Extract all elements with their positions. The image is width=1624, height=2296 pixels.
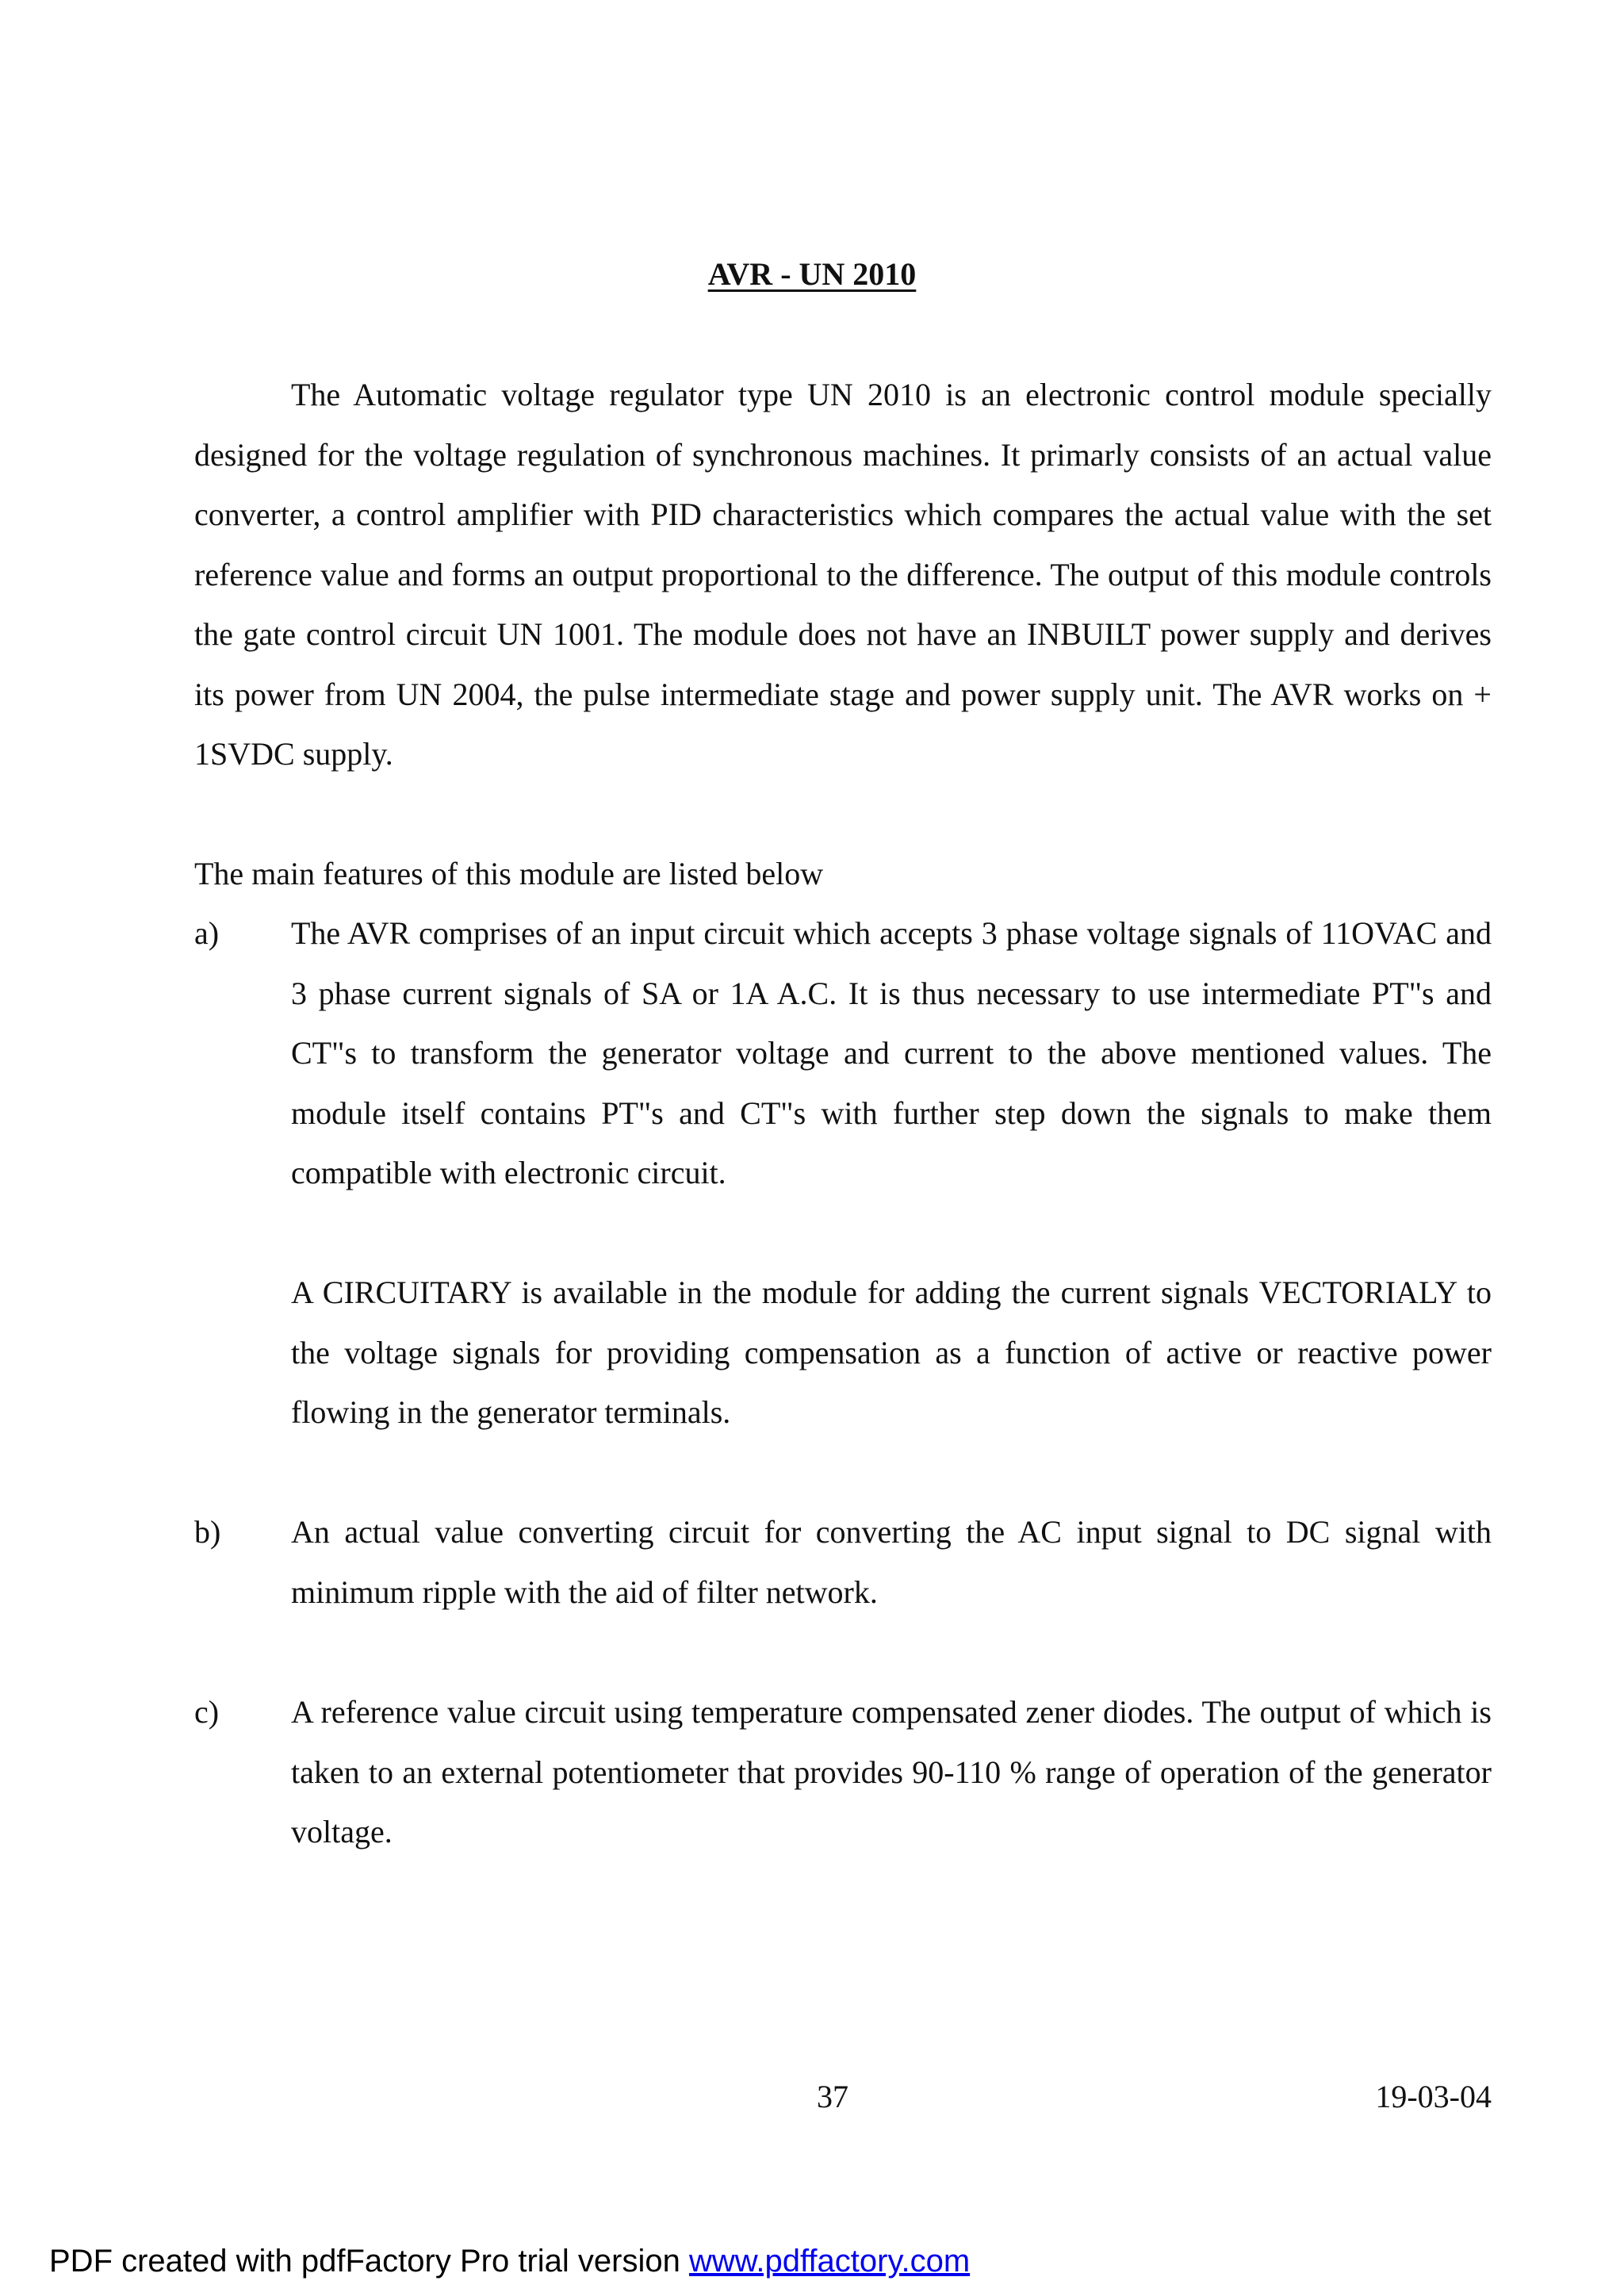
pdf-footer bbox=[49, 2242, 970, 2280]
document-title bbox=[0, 255, 1624, 293]
features-lead-paragraph: The main features of this module are listed below bbox=[194, 856, 824, 891]
page-date: 19-03-04 bbox=[1375, 2079, 1492, 2114]
list-item-text: The AVR comprises of an input circuit which accepts 3 phase voltage signals of 11OVAC and 3 phase current signals of SA or 1A A.C. It is thus necessary to use intermediate PT"s and CT"s to transform the generator voltage and current to the above mentioned values. The module itself contains PT"s and CT"s with further step down the signals to make them compatible with electronic circuit. bbox=[291, 915, 1492, 1190]
list-item-marker: b) bbox=[194, 1514, 221, 1550]
page-number: 37 bbox=[817, 2079, 848, 2114]
document-title-text: AVR - UN 2010 bbox=[707, 256, 917, 292]
list-item-text: A reference value circuit using temperature compensated zener diodes. The output of which is taken to an external potentiometer that provides 90-110 % range of operation of the generator voltage. bbox=[291, 1694, 1492, 1849]
list-item-text: A CIRCUITARY is available in the module for adding the current signals VECTORIALY to the voltage signals for providing compensation as a function of active or reactive power flowing in the generator terminals. bbox=[291, 1274, 1492, 1430]
list-item-marker: c) bbox=[194, 1694, 220, 1730]
intro-paragraph: The Automatic voltage regulator type UN 2010 is an electronic control module specially designed for the voltage regulation of synchronous machines. It primarly consists of an actual value converter, a control amplifier with PID characteristics which compares the actual value with the set reference value and forms an output proportional to the difference. The output of this module controls the gate control circuit UN 1001. The module does not have an INBUILT power supply and derives its power from UN 2004, the pulse intermediate stage and power supply unit. The AVR works on + 1SVDC supply. bbox=[194, 377, 1492, 772]
footer-text: PDF created with pdfFactory Pro trial version bbox=[49, 2244, 689, 2279]
footer-link[interactable]: www.pdffactory.com bbox=[688, 2244, 971, 2279]
list-item-text: An actual value converting circuit for converting the AC input signal to DC signal with minimum ripple with the aid of filter network. bbox=[291, 1514, 1492, 1610]
list-item-marker: a) bbox=[194, 915, 220, 951]
